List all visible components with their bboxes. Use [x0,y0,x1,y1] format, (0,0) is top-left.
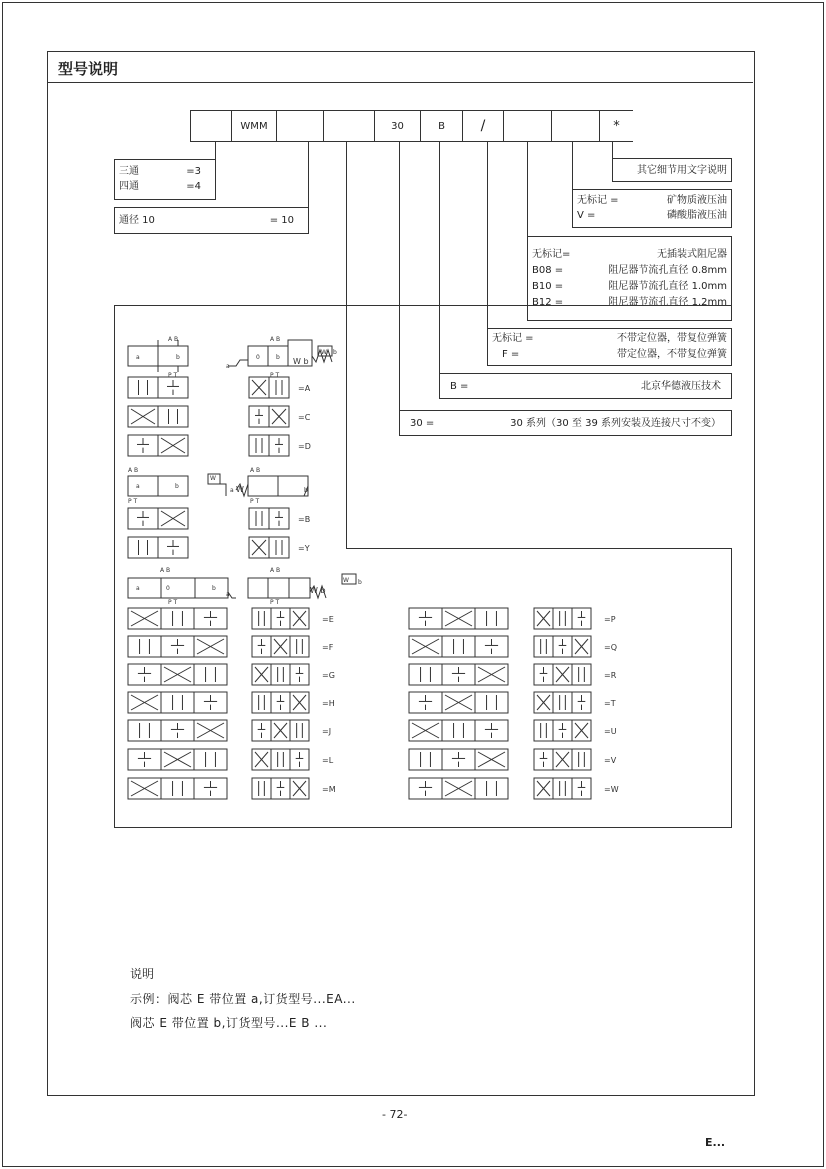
code-cell-wmm: WMM [231,110,277,142]
option-value: = 10 [269,215,294,226]
spool-symbol-g-4 [409,720,508,741]
spool-symbol-e-5 [128,749,227,770]
spool-code-label: =A [298,384,311,393]
spool-code-label: =D [298,442,311,451]
page-number: - 72- [382,1108,408,1121]
spool-symbol-a-2 [128,435,188,456]
pos-label-a: a [136,585,140,592]
spool-symbol-a-0 [128,377,188,398]
spool-symbol-e-3 [128,692,227,713]
spool-symbol-c-1 [128,537,188,558]
notes-line-2: 阀芯 E 带位置 b,订货型号...E B ... [130,1016,328,1030]
option-code: 通径 10 [119,215,155,226]
spool-symbol-f-4 [252,720,309,741]
spool-symbol-a-1 [128,406,188,427]
spool-code-label: =J [322,727,332,736]
spool-symbol-h-5 [534,749,591,770]
spool-symbol-e-4 [128,720,227,741]
spring-label: W b [293,357,309,366]
pos-label-b: b [358,579,362,586]
option-code: 四通 [119,181,139,192]
notes-heading: 说明 [130,967,155,981]
spool-code-label: =T [604,699,616,708]
spool-symbol-b-2 [249,435,289,456]
spool-symbol-g-3 [409,692,508,713]
option-desc: 阻尼器节流孔直径 0.8mm [608,265,727,276]
option-desc: 阻尼器节流孔直径 1.2mm [608,297,727,308]
option-desc: 带定位器，不带复位弹簧 [617,349,727,360]
pos-label-a: a [230,487,234,494]
spool-symbol-c-0 [128,508,188,529]
spool-symbol-g-2 [409,664,508,685]
spool-code-label: =W [604,785,619,794]
spool-symbol-g-6 [409,778,508,799]
spool-code-label: =B [298,515,311,524]
option-code: 无标记= [532,249,571,260]
spool-symbol-g-0 [409,608,508,629]
footer-mark: E... [705,1136,726,1149]
option-value: =3 [186,166,201,177]
spool-symbol-f-0 [252,608,309,629]
spool-code-label: =U [604,727,617,736]
code-cell-slash: / [462,110,504,142]
spool-code-label: =R [604,671,617,680]
page-title: 型号说明 [58,60,119,78]
option-code: 三通 [119,166,139,177]
pos-label-0: 0 [256,354,260,361]
spool-code-label: =F [322,643,334,652]
option-desc: 无插装式阻尼器 [657,249,727,260]
spool-symbol-f-2 [252,664,309,685]
spool-code-label: =L [322,756,334,765]
pos-label-0: 0 [166,585,170,592]
spool-symbol-d-1 [249,537,289,558]
spool-code-label: =M [322,785,336,794]
port-label-ab: A B [270,567,281,574]
option-code: B = [450,381,469,392]
pos-label-b: b [333,349,337,356]
port-label-ab: A B [160,567,171,574]
pos-label-b: b [175,483,179,490]
option-value: =4 [186,181,201,192]
spool-symbol-e-6 [128,778,227,799]
option-code: F = [502,349,520,360]
spring-label: W [210,475,216,482]
option-desc: 其它细节用文字说明 [637,165,727,176]
port-label-ab: A B [168,336,179,343]
option-code: V = [577,210,596,221]
spool-code-label: =C [298,413,311,422]
port-label-pt: P T [128,498,138,505]
port-label-pt: P T [250,498,260,505]
spring-label: W b [310,586,326,595]
port-label-pt: P T [270,372,280,379]
spring-label: W [236,485,244,494]
spool-symbol-h-4 [534,720,591,741]
spool-symbol-f-1 [252,636,309,657]
option-desc: 不带定位器，带复位弹簧 [617,333,727,344]
port-label-pt: P T [168,372,178,379]
port-label-ab: A B [128,467,139,474]
pos-label-b: b [304,487,308,494]
spool-symbol-e-1 [128,636,227,657]
option-code: 30 = [410,418,435,429]
spool-symbol-d-0 [249,508,289,529]
port-label-pt: P T [168,599,178,606]
pos-label-b: b [212,585,216,592]
spool-symbol-g-1 [409,636,508,657]
spool-symbol-h-0 [534,608,591,629]
pos-label-b: b [276,354,280,361]
option-code: 无标记 = [492,333,534,344]
spool-code-label: =Q [604,643,617,652]
pos-label-a: a [226,363,230,370]
spool-code-label: =H [322,699,335,708]
spool-symbol-h-1 [534,636,591,657]
option-code: 无标记 = [577,195,619,206]
spool-symbol-e-0 [128,608,227,629]
option-desc: 矿物质液压油 [667,195,727,206]
spool-code-label: =P [604,615,616,624]
spool-code-label: =V [604,756,617,765]
spool-symbol-f-3 [252,692,309,713]
option-desc: 磷酸脂液压油 [667,210,727,221]
option-code: B12 = [532,297,564,308]
pos-label-a: a [136,483,140,490]
spool-symbol-e-2 [128,664,227,685]
spool-symbol-h-3 [534,692,591,713]
spring-label: W [343,577,349,584]
spool-symbol-h-2 [534,664,591,685]
code-cell-maker: B [420,110,463,142]
spool-symbol-b-1 [249,406,289,427]
pos-label-b: b [176,354,180,361]
option-desc: 北京华德液压技术 [641,381,721,392]
code-cell-series: 30 [374,110,421,142]
code-cell-other: * [599,110,633,142]
port-label-ab: A B [270,336,281,343]
option-desc: 阻尼器节流孔直径 1.0mm [608,281,727,292]
notes-line-1: 示例：阀芯 E 带位置 a,订货型号...EA... [130,992,356,1006]
spool-symbol-f-6 [252,778,309,799]
spool-symbol-f-5 [252,749,309,770]
option-code: B10 = [532,281,564,292]
spool-symbol-g-5 [409,749,508,770]
spool-code-label: =Y [298,544,310,553]
option-code: B08 = [532,265,564,276]
option-desc: 30 系列（30 至 39 系列安装及连接尺寸不变） [510,418,721,429]
spool-symbol-b-0 [249,377,289,398]
spring-label: W [321,349,327,356]
port-label-pt: P T [270,599,280,606]
spool-code-label: =G [322,671,335,680]
pos-label-a: a [226,591,230,598]
pos-label-a: a [136,354,140,361]
spool-symbol-h-6 [534,778,591,799]
spool-code-label: =E [322,615,334,624]
port-label-ab: A B [250,467,261,474]
